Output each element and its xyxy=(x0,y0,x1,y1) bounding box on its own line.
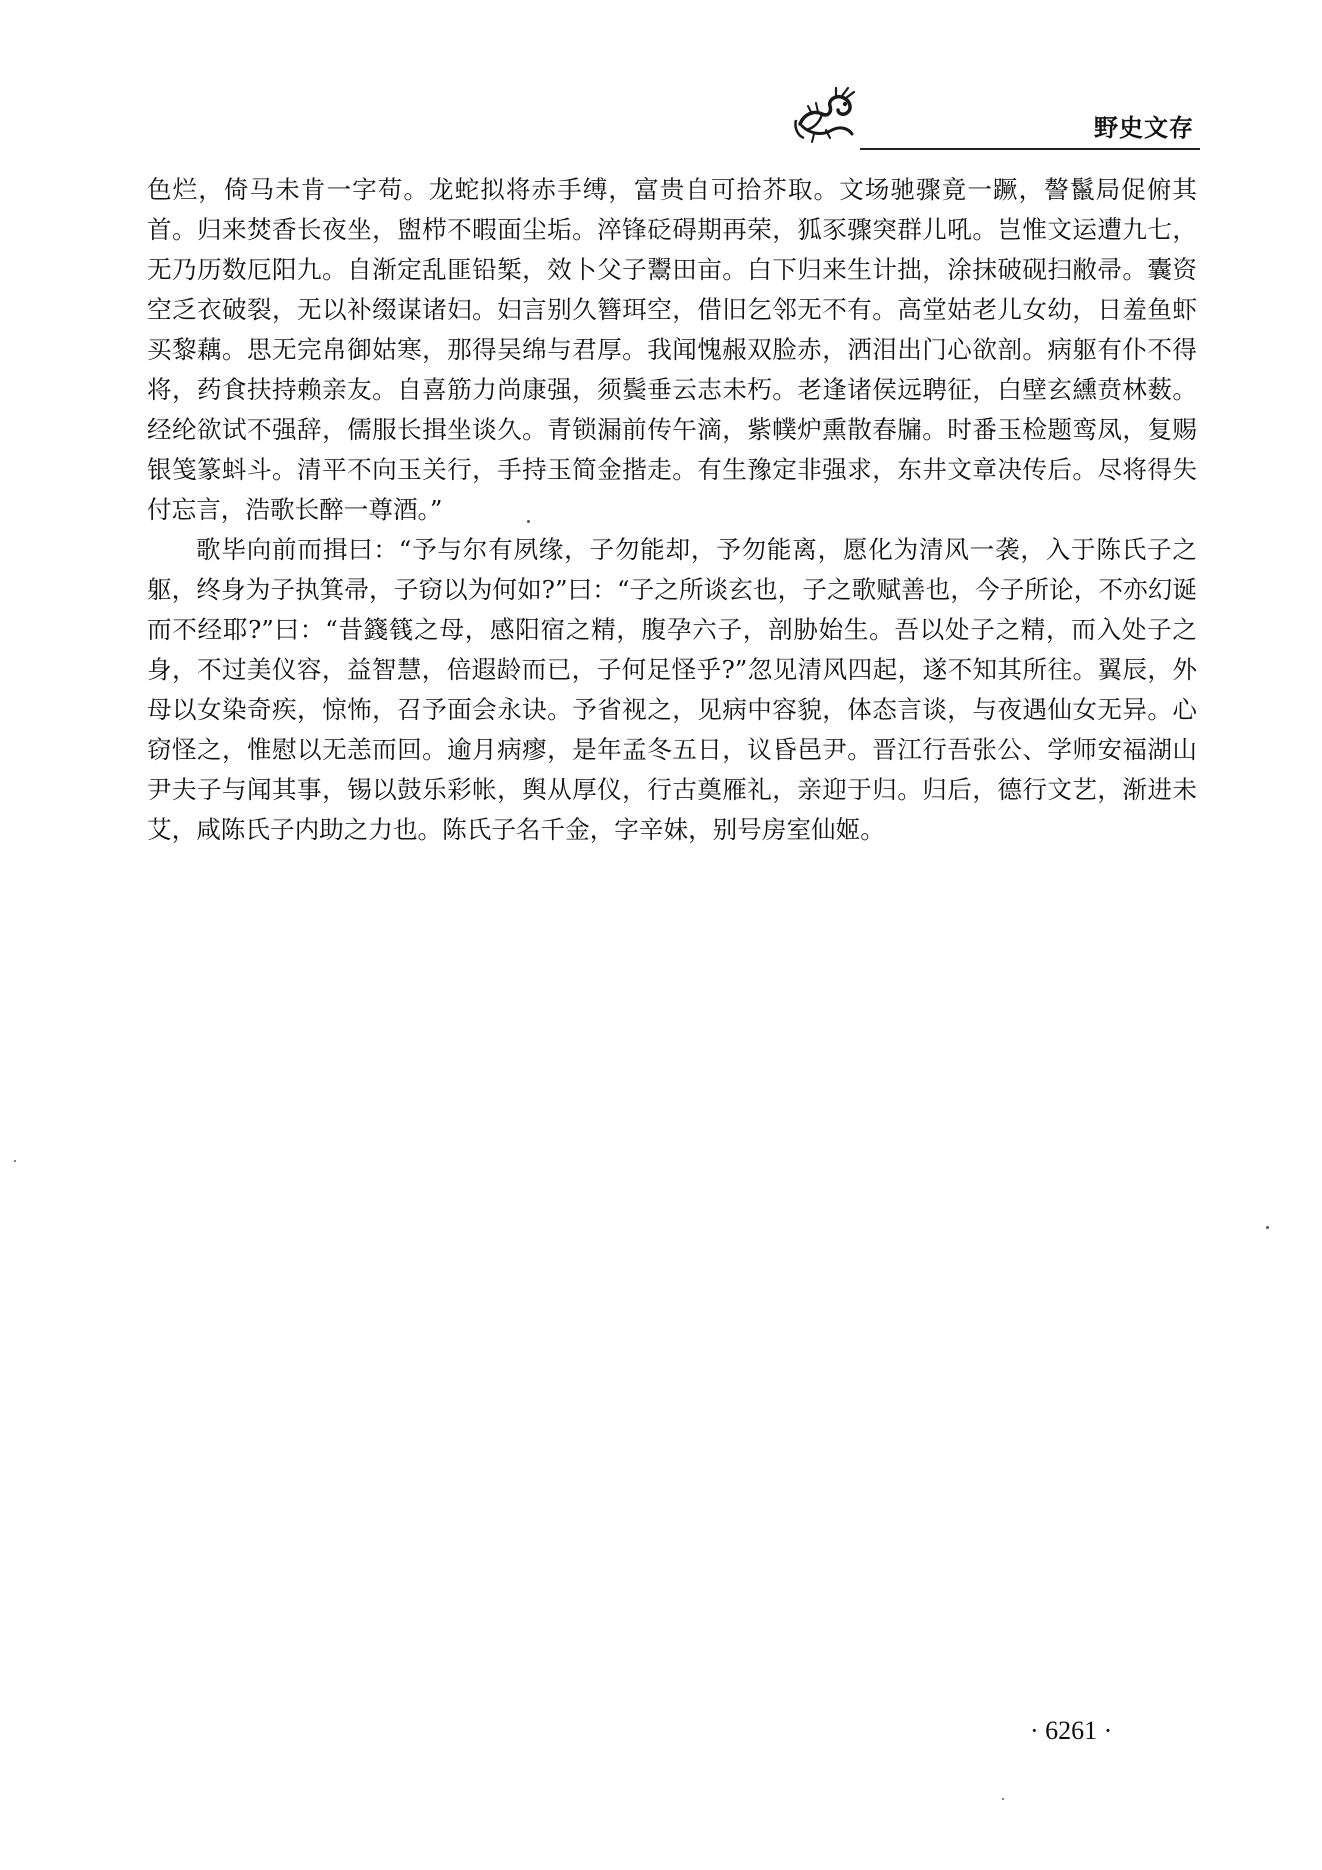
page-number: · 6261 · xyxy=(1030,1716,1113,1745)
series-title: 野史文存 xyxy=(1094,114,1194,142)
paragraph-poem-continuation: 色烂，倚马未肯一字苟。龙蛇拟将赤手缚，富贵自可拾芥取。文场驰骤竟一蹶，謷鬣局促俯其首。归来焚香长夜坐，盥栉不暇面尘垢。淬锋砭碍期再荣，狐豕骤突群儿吼。岂惟文运遭九七，无乃历数厄阳九。自渐定乱匪铅椠，效卜父子鬻田亩。白下归来生计拙，涂抹破砚扫敝帚。囊资空乏衣破裂，无以补缀谋诸妇。妇言别久簪珥空，借旧乞邻无不有。高堂姑老儿女幼，日羞鱼虾买黎藕。思无完帛御姑寒，那得吴绵与君厚。我闻愧赧双脸赤，洒泪出门心欲剖。病躯有仆不得将，药食扶持赖亲友。自喜筋力尚康强，须鬓垂云志未朽。老逢诸侯远聘征，白壁玄纁贲林薮。经纶欲试不强辞，儒服长揖坐谈久。青锁漏前传午滴，紫幞炉熏散春牖。时番玉检题鸾凤，复赐银笺篆蚪斗。清平不向玉关行，手持玉简金揩走。有生豫定非强求，东井文章决传后。尽将得失付忘言，浩歌长醉一尊酒。” xyxy=(147,175,1197,524)
body-text xyxy=(147,170,1197,850)
paragraph-narrative: 歌毕向前而揖曰：“予与尔有夙缘，子勿能却，予勿能离，愿化为清风一袭，入于陈氏子之躯，终身为子执箕帚，子窃以为何如?”曰：“子之所谈玄也，子之歌赋善也，今子所论，不亦幻诞而不经耶?”曰：“昔籛篯之母，感阳宿之精，腹孕六子，剖胁始生。吾以处子之精，而入处子之身，不过美仪容，益智慧，倍遐龄而已，子何足怪乎?”忽见清风四起，遂不知其所往。翼辰，外母以女染奇疾，惊怖，召予面会永诀。予省视之，见病中容貌，体态言谈，与夜遇仙女无异。心窃怪之，惟慰以无恙而回。逾月病瘳，是年孟冬五日，议昏邑尹。晋江行吾张公、学师安福湖山尹夫子与闻其事，锡以鼓乐彩帐，舆从厚仪，行古奠雁礼，亲迎于归。归后，德行文艺，渐进未艾，咸陈氏子内助之力也。陈氏子名千金，字辛妹，别号房室仙姬。 xyxy=(147,535,1197,844)
running-header xyxy=(790,84,1200,154)
scan-speck xyxy=(1002,1798,1004,1800)
dragon-emblem-icon xyxy=(792,84,862,144)
header-rule xyxy=(860,148,1200,150)
scan-speck xyxy=(527,520,530,523)
scan-speck xyxy=(1266,1226,1269,1229)
scan-speck xyxy=(14,1160,16,1162)
